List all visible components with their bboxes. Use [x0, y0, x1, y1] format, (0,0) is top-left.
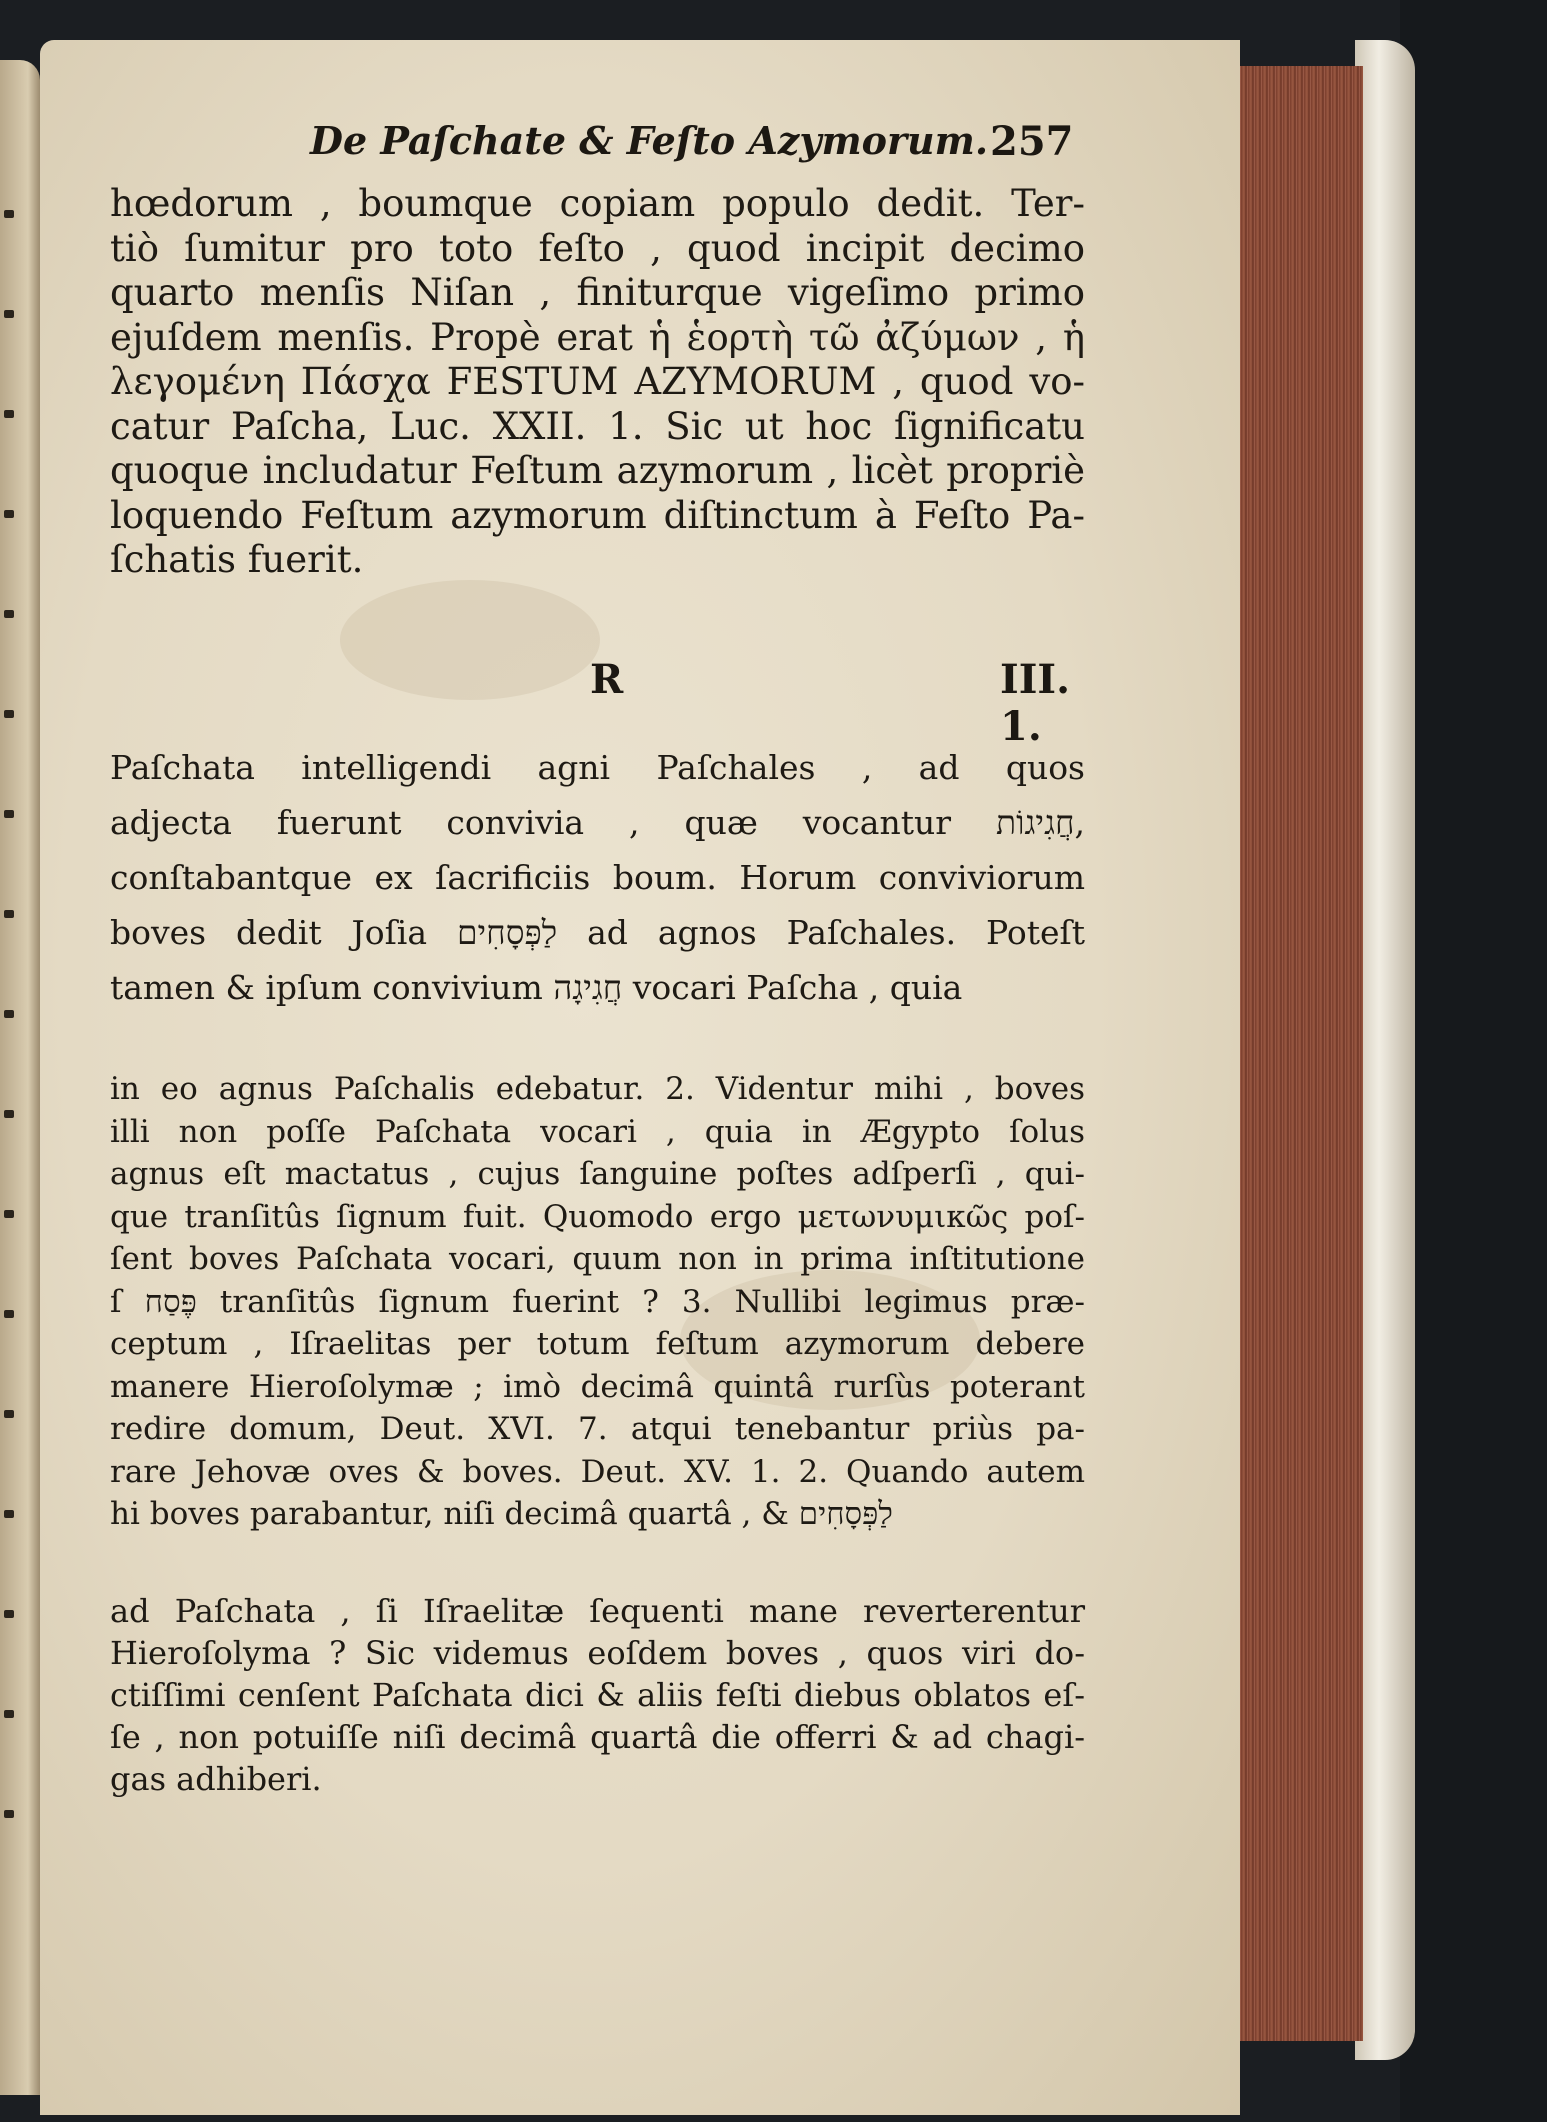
running-header: [310, 118, 1110, 163]
text-line: manere Hieroſolymæ ; imò decimâ quintâ rurſùs poterant: [110, 1368, 1085, 1405]
text-line: ejuſdem menſis. Propè erat ἡ ἑορτὴ τῶ ἀζύμων , ἡ: [110, 315, 1085, 359]
text-line: Hieroſolyma ? Sic videmus eoſdem boves , quos viri do-: [110, 1634, 1085, 1672]
text-line: quoque includatur Feſtum azymorum , licèt propriè: [110, 449, 1085, 492]
text-line: Paſchata intelligendi agni Paſchales , ad quos: [110, 748, 1085, 787]
text-line: loquendo Feſtum azymorum diſtinctum à Feſto Pa-: [110, 493, 1085, 537]
page-number: 257: [990, 118, 1074, 165]
paragraph-4: [110, 1590, 1085, 1800]
text-line: in eo agnus Paſchalis edebatur. 2. Videntur mihi , boves: [110, 1071, 1085, 1107]
text-line: ſent boves Paſchata vocari, quum non in prima inſtitutione: [110, 1241, 1085, 1277]
text-line: illi non poſſe Paſchata vocari , quia in Ægypto ſolus: [110, 1113, 1085, 1150]
section-letter: R: [590, 656, 624, 703]
text-line: hi boves parabantur, niſi decimâ quartâ , & לַפְּסָחִים: [110, 1496, 893, 1532]
text-line: ſe , non potuiſſe niſi decimâ quartâ die offerri & ad chagi-: [110, 1718, 1085, 1756]
paragraph-1: [110, 182, 1085, 583]
right-background: [1400, 0, 1547, 2122]
text-line: ad Paſchata , ſi Iſraelitæ ſequenti mane reverterentur: [110, 1592, 1085, 1630]
section-heading: [110, 656, 1085, 750]
text-line: conſtabantque ex ſacrificiis boum. Horum conviviorum: [110, 858, 1085, 897]
text-line: quarto menſis Niſan , finiturque vigeſimo primo: [110, 271, 1085, 314]
text-line: rare Jehovæ oves & boves. Deut. XV. 1. 2. Quando autem: [110, 1453, 1085, 1490]
text-line: ſchatis fuerit.: [110, 538, 364, 581]
text-line: λεγομένη Πάσχα FESTUM AZYMORUM , quod vo-: [110, 360, 1085, 403]
text-line: boves dedit Joſia לַפְּסָחִים ad agnos Paſchales. Poteſt: [110, 913, 1086, 952]
text-line: tiò ſumitur pro toto feſto , quod incipit decimo: [110, 226, 1085, 270]
running-head-title: De Paſchate & Feſto Azymorum.: [310, 118, 989, 163]
section-number: III. 1.: [1000, 656, 1071, 750]
text-line: agnus eſt mactatus , cujus ſanguine poſtes adſperſi , qui-: [110, 1156, 1085, 1192]
text-line: tamen & ipſum convivium חֲגִיגָה vocari Paſcha , quia: [110, 968, 963, 1007]
text-line: que tranſitûs ſignum fuit. Quomodo ergo μετωνυμικῶς poſ-: [110, 1198, 1085, 1235]
text-line: adjecta fuerunt convivia , quæ vocantur חֲגִיגוֹת,: [110, 803, 1085, 842]
text-line: hœdorum , boumque copiam populo dedit. Ter-: [110, 182, 1085, 225]
text-line: gas adhiberi.: [110, 1760, 322, 1798]
text-line: ctiſſimi cenſent Paſchata dici & aliis feſti diebus oblatos eſ-: [110, 1676, 1085, 1714]
left-page-text-fragments: [4, 210, 24, 1910]
text-line: ſ פֶּסַח tranſitûs ſignum fuerint ? 3. Nullibi legimus præ-: [110, 1283, 1085, 1320]
paragraph-2: [110, 740, 1085, 1015]
paragraph-3: [110, 1068, 1085, 1536]
text-line: ceptum , Iſraelitas per totum feſtum azymorum debere: [110, 1326, 1085, 1362]
text-line: redire domum, Deut. XVI. 7. atqui tenebantur priùs pa-: [110, 1411, 1085, 1447]
book-cover-edge: [1355, 40, 1415, 2060]
text-line: catur Paſcha, Luc. XXII. 1. Sic ut hoc ſignificatu: [110, 404, 1085, 448]
left-page-edge: [0, 60, 40, 2095]
